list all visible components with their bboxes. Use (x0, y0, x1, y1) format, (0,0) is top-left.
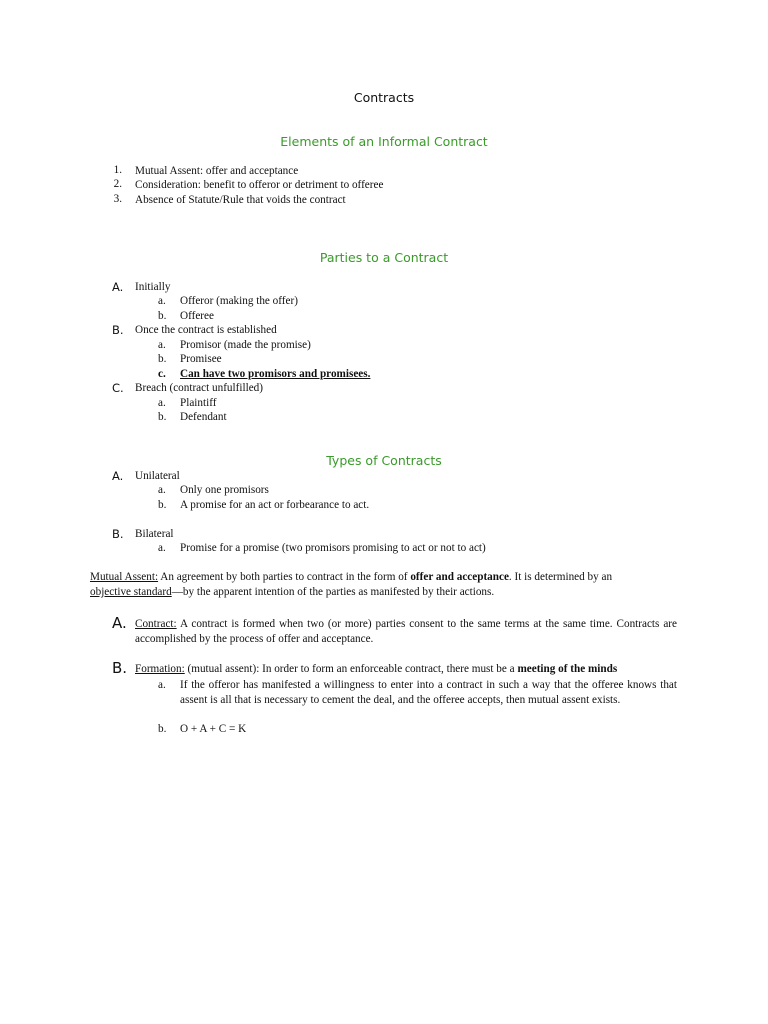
paragraph-text: An agreement by both parties to contract in the form of (158, 571, 411, 583)
section-heading-elements: Elements of an Informal Contract (280, 134, 488, 149)
outline-letter: B. (112, 527, 124, 541)
formation-definition (135, 662, 617, 676)
sub-item: Promisor (made the promise) (180, 339, 311, 351)
mutual-assent-term: Mutual Assent: (90, 571, 159, 583)
outline-item: Bilateral (135, 528, 174, 540)
page-title: Contracts (353, 90, 415, 105)
mutual-assent-paragraph (90, 570, 690, 599)
sub-letter: a. (158, 542, 166, 554)
sub-letter: c. (158, 368, 166, 380)
list-item: Consideration: benefit to offeror or detriment to offeree (135, 179, 384, 191)
paragraph-text: —by the apparent intention of the parties as manifested by their actions. (171, 585, 495, 598)
outline-item: Breach (contract unfulfilled) (135, 382, 263, 394)
sub-letter: b. (158, 310, 167, 322)
sub-item: Offeror (making the offer) (180, 295, 298, 307)
sub-letter: b. (158, 723, 167, 735)
sub-item-emphasis: Can have two promisors and promisees. (180, 368, 371, 380)
outline-letter: C. (112, 381, 124, 395)
sub-letter: a. (158, 295, 166, 307)
sub-item: Promisee (180, 353, 222, 365)
paragraph-text: . It is determined by an (508, 571, 613, 583)
outline-item: Once the contract is established (135, 324, 277, 336)
sub-item: Only one promisors (180, 484, 269, 496)
contract-term: Contract: (135, 618, 177, 630)
list-item: Mutual Assent: offer and acceptance (135, 165, 299, 177)
list-number: 2. (113, 178, 122, 190)
sub-item: A promise for an act or forbearance to act. (180, 499, 370, 511)
meeting-of-minds-emphasis: meeting of the minds (517, 663, 618, 675)
outline-letter: A. (112, 614, 127, 632)
objective-standard-term: objective standard (90, 585, 172, 598)
offer-acceptance-emphasis: offer and acceptance (410, 571, 509, 583)
sub-item: If the offeror has manifested a willingness to enter into a contract in such a way that the offeree knows that assent is all that is necessary to cement the deal, and the offeree accepts, then mutual assent exists. (180, 679, 677, 706)
sub-letter: a. (158, 679, 166, 691)
outline-letter: B. (112, 323, 124, 337)
list-number: 1. (113, 164, 122, 176)
sub-letter: b. (158, 499, 167, 511)
sub-letter: b. (158, 353, 167, 365)
section-heading-types: Types of Contracts (326, 453, 442, 468)
sub-item: Defendant (180, 411, 227, 423)
sub-letter: b. (158, 411, 167, 423)
outline-item: Unilateral (135, 470, 180, 482)
outline-item: Initially (135, 281, 171, 293)
paragraph-text: (mutual assent): In order to form an enforceable contract, there must be a (184, 663, 518, 675)
list-number: 3. (113, 193, 122, 205)
sub-item: Promise for a promise (two promisors promising to act or not to act) (180, 542, 486, 554)
section-heading-parties: Parties to a Contract (319, 250, 449, 265)
outline-letter: A. (112, 280, 124, 294)
sub-letter: a. (158, 397, 166, 409)
paragraph-text: A contract is formed when two (or more) parties consent to the same terms at the same time. Contracts are accomplished by the process of offer and acceptance. (135, 618, 677, 645)
sub-letter: a. (158, 339, 166, 351)
sub-item: Offeree (180, 310, 214, 322)
sub-item: Plaintiff (180, 397, 217, 409)
sub-letter: a. (158, 484, 166, 496)
outline-letter: B. (112, 659, 128, 677)
contract-definition (135, 617, 677, 646)
outline-letter: A. (112, 469, 124, 483)
list-item: Absence of Statute/Rule that voids the contract (135, 194, 346, 206)
sub-item: O + A + C = K (180, 723, 247, 735)
formation-term: Formation: (135, 663, 185, 675)
